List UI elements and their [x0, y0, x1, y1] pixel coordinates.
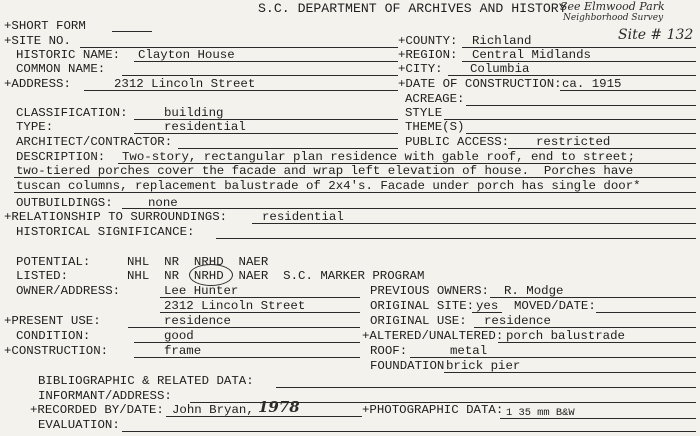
condition-value: good [164, 329, 194, 343]
region-label: +REGION: [398, 48, 458, 62]
outbuildings-value: none [148, 196, 178, 210]
original-use-label: ORIGINAL USE: [370, 314, 467, 328]
roof-label: ROOF: [370, 344, 408, 358]
public-access-line [508, 148, 696, 149]
owner-line-1 [160, 297, 360, 298]
site-no-label: +SITE NO. [4, 34, 71, 48]
construction-value: frame [164, 344, 202, 358]
address-label: +ADDRESS: [4, 77, 71, 91]
description-line-1: Two-story, rectangular plan residence with gable roof, end to street; [122, 150, 636, 164]
acreage-label: ACREAGE: [405, 92, 465, 106]
handwritten-note-1: See Elmwood Park [560, 0, 665, 13]
evaluation-label: EVALUATION: [38, 418, 120, 432]
common-name-line [122, 75, 398, 76]
altered-line [498, 342, 696, 343]
roof-line [410, 357, 696, 358]
previous-owners-label: PREVIOUS OWNERS: [370, 284, 489, 298]
recorded-label: +RECORDED BY/DATE: [30, 403, 164, 417]
condition-line [134, 342, 360, 343]
present-use-label: +PRESENT USE: [4, 314, 101, 328]
architect-label: ARCHITECT/CONTRACTOR: [16, 135, 173, 149]
handwritten-note-2: Neighborhood Survey [563, 13, 664, 23]
themes-label: THEME(S) [405, 120, 465, 134]
informant-label: INFORMANT/ADDRESS: [38, 389, 172, 403]
public-access-label: PUBLIC ACCESS: [405, 135, 510, 149]
condition-label: CONDITION: [16, 329, 91, 343]
type-label: TYPE: [16, 120, 54, 134]
style-line [444, 119, 696, 120]
moved-date-label: MOVED/DATE: [514, 299, 596, 313]
owner-line-2 [160, 312, 360, 313]
listed-label: LISTED: [16, 269, 69, 283]
short-form-line [112, 31, 152, 32]
construction-label: +CONSTRUCTION: [4, 344, 109, 358]
description-rule-2 [14, 177, 696, 178]
construction-line [134, 357, 360, 358]
architect-line [178, 148, 398, 149]
common-name-label: COMMON NAME: [16, 62, 106, 76]
handwritten-note-3: Site # 132 [618, 27, 694, 43]
address-value: 2312 Lincoln Street [114, 77, 256, 91]
moved-date-line [596, 312, 696, 313]
city-line [448, 75, 696, 76]
foundation-label: FOUNDATION [370, 359, 445, 373]
owner-name: Lee Hunter [164, 284, 239, 298]
original-use-value: residence [484, 314, 551, 328]
historical-significance-label: HISTORICAL SIGNIFICANCE: [16, 225, 195, 239]
description-rule-3 [14, 192, 696, 193]
relationship-value: residential [262, 210, 344, 224]
relationship-line [252, 223, 696, 224]
recorded-year-value: 1978 [258, 398, 300, 416]
original-site-line [472, 312, 502, 313]
original-use-line [474, 327, 696, 328]
potential-label: POTENTIAL: [16, 255, 91, 269]
date-line [560, 90, 696, 91]
historical-significance-line [216, 238, 696, 239]
county-value: Richland [472, 34, 532, 48]
nrhd-circle [189, 264, 233, 286]
previous-owners-line [490, 297, 696, 298]
photographic-line [500, 418, 696, 419]
address-line [84, 90, 398, 91]
owner-address: 2312 Lincoln Street [164, 299, 306, 313]
foundation-line [444, 372, 696, 373]
acreage-line [466, 105, 696, 106]
outbuildings-line [122, 208, 696, 209]
bibliographic-label: BIBLIOGRAPHIC & RELATED DATA: [38, 374, 254, 388]
date-value: ca. 1915 [562, 77, 622, 91]
description-label: DESCRIPTION: [16, 150, 106, 164]
owner-label: OWNER/ADDRESS: [16, 284, 121, 298]
roof-value: metal [450, 344, 488, 358]
photographic-label: +PHOTOGRAPHIC DATA: [362, 403, 504, 417]
previous-owners-value: R. Modge [504, 284, 564, 298]
bibliographic-line [276, 387, 696, 388]
region-value: Central Midlands [472, 48, 591, 62]
present-use-value: residence [164, 314, 231, 328]
form-title: S.C. DEPARTMENT OF ARCHIVES AND HISTORY [258, 1, 567, 16]
historic-name-line [134, 61, 398, 62]
outbuildings-label: OUTBUILDINGS: [16, 196, 113, 210]
recorded-line [166, 416, 362, 417]
site-no-line [80, 47, 398, 48]
public-access-value: restricted [536, 135, 611, 149]
date-label: +DATE OF CONSTRUCTION: [398, 77, 562, 91]
type-value: residential [164, 120, 246, 134]
style-label: STYLE [405, 106, 443, 120]
classification-value: building [164, 106, 224, 120]
themes-line [466, 133, 696, 134]
photographic-value: 1 35 mm B&W [506, 407, 575, 419]
recorded-by-value: John Bryan, [172, 403, 254, 417]
county-label: +COUNTY: [398, 34, 458, 48]
short-form-label: +SHORT FORM [4, 19, 86, 33]
foundation-value: brick pier [446, 359, 521, 373]
original-site-value: yes [476, 299, 499, 313]
relationship-label: +RELATIONSHIP TO SURROUNDINGS: [4, 210, 228, 224]
city-value: Columbia [470, 62, 530, 76]
description-line-2: two-tiered porches cover the facade and wrap left elevation of house. Porches have [16, 164, 634, 178]
classification-label: CLASSIFICATION: [16, 106, 128, 120]
present-use-line [128, 327, 360, 328]
evaluation-line [122, 431, 696, 432]
altered-label: +ALTERED/UNALTERED: [362, 329, 504, 343]
original-site-label: ORIGINAL SITE: [370, 299, 475, 313]
altered-value: porch balustrade [506, 329, 625, 343]
description-line-3: tuscan columns, replacement balustrade of 2x4's. Facade under porch has single door* [16, 179, 641, 193]
type-line [134, 133, 398, 134]
listed-options: NHL NR NRHD NAER S.C. MARKER PROGRAM [127, 269, 425, 283]
historic-name-label: HISTORIC NAME: [16, 48, 121, 62]
historic-name-value: Clayton House [138, 48, 235, 62]
potential-options: NHL NR NRHD NAER [127, 255, 269, 269]
city-label: +CITY: [398, 62, 443, 76]
